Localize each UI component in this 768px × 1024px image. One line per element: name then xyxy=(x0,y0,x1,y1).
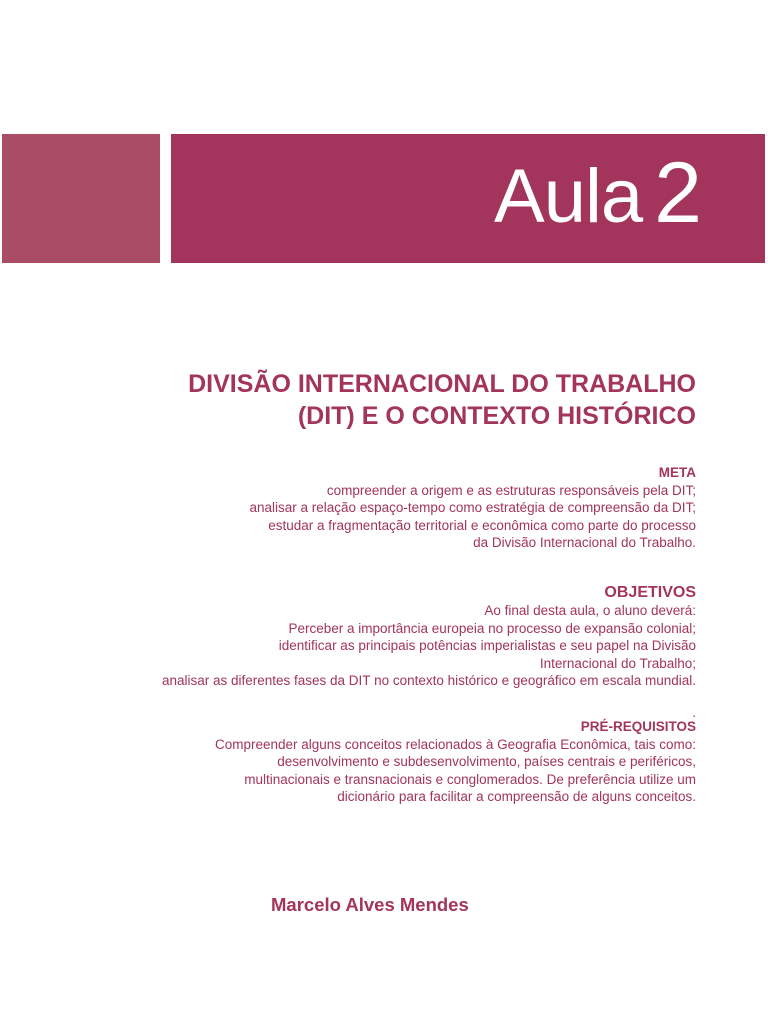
lesson-word: Aula xyxy=(494,154,643,239)
chapter-title xyxy=(76,368,696,432)
lesson-number: 2 xyxy=(654,145,702,241)
meta-line: estudar a fragmentação territorial e econômica como parte do processo xyxy=(268,517,696,533)
prerequisitos-section xyxy=(56,705,696,806)
header-banner-block-left xyxy=(2,134,160,263)
meta-line: da Divisão Internacional do Trabalho. xyxy=(473,535,696,550)
meta-line: compreender a origem e as estruturas responsáveis pela DIT; xyxy=(326,482,696,498)
lesson-heading xyxy=(494,145,702,241)
objetivos-line: Ao final desta aula, o aluno deverá: xyxy=(484,603,696,618)
prerequisitos-heading: PRÉ-REQUISITOS xyxy=(580,719,696,734)
prerequisitos-line: dicionário para facilitar a compreensão de alguns conceitos. xyxy=(337,789,696,804)
prerequisitos-dot: . xyxy=(692,705,696,720)
meta-line: analisar a relação espaço-tempo como estratégia de compreensão da DIT; xyxy=(249,500,696,515)
chapter-title-line-2: (DIT) E O CONTEXTO HISTÓRICO xyxy=(297,402,696,430)
objetivos-line: identificar as principais potências imperialistas e seu papel na Divisão xyxy=(278,638,696,653)
chapter-title-line-1: DIVISÃO INTERNACIONAL DO TRABALHO xyxy=(188,370,696,398)
objetivos-line: analisar as diferentes fases da DIT no contexto histórico e geográfico em escala mundial. xyxy=(161,673,696,688)
prerequisitos-line: Compreender alguns conceitos relacionados à Geografia Econômica, tais como: xyxy=(214,736,696,752)
objetivos-section xyxy=(56,584,696,690)
meta-section xyxy=(56,464,696,552)
meta-heading: META xyxy=(658,465,696,480)
objetivos-line: Perceber a importância europeia no processo de expansão colonial; xyxy=(288,620,696,636)
objetivos-line: Internacional do Trabalho; xyxy=(539,655,696,671)
author-name: Marcelo Alves Mendes xyxy=(271,894,469,915)
objetivos-heading: OBJETIVOS xyxy=(604,584,696,601)
prerequisitos-line: multinacionais e transnacionais e conglomerados. De preferência utilize um xyxy=(244,771,696,787)
prerequisitos-line: desenvolvimento e subdesenvolvimento, países centrais e periféricos, xyxy=(277,754,696,769)
